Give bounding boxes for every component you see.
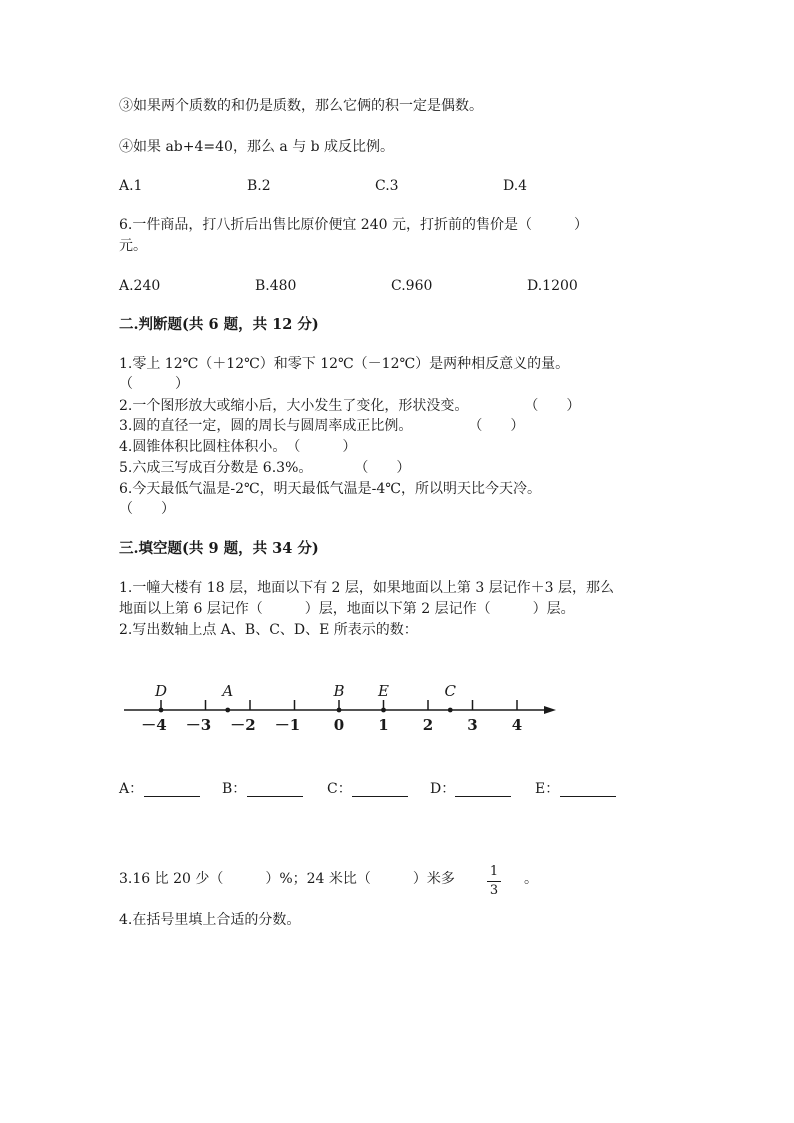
answer-label-e: E：	[535, 781, 560, 797]
q6-option-c[interactable]: C.960	[391, 278, 433, 294]
q6-question-line2: 元。	[119, 238, 147, 254]
answer-label-d: D：	[430, 781, 456, 797]
number-line-tick-label: －4	[141, 716, 167, 734]
number-line-tick-label: －3	[185, 716, 212, 734]
number-line-tick-label: 0	[333, 716, 345, 734]
number-line-point-b	[337, 708, 342, 713]
fraction-numerator: 1	[489, 864, 499, 879]
answer-blank-b[interactable]	[247, 796, 303, 797]
fraction-one-third	[484, 864, 504, 899]
number-line-tick-label: 4	[511, 716, 523, 734]
judge-item-1-bracket[interactable]: （ ）	[119, 376, 189, 392]
q6-option-d[interactable]: D.1200	[527, 278, 578, 294]
fraction-bar	[487, 881, 501, 882]
q5-option-d[interactable]: D.4	[503, 178, 528, 194]
judge-item-1: 1.零上 12℃（＋12℃）和零下 12℃（－12℃）是两种相反意义的量。	[119, 356, 570, 372]
judge-item-2: 2.一个图形放大或缩小后，大小发生了变化，形状没变。 （ ）	[119, 398, 581, 414]
number-line-tick-label: －2	[230, 716, 256, 734]
number-line-tick-label: 1	[378, 716, 389, 734]
judge-item-4: 4.圆锥体积比圆柱体积小。 （ ）	[119, 439, 357, 455]
fill-q3: 3.16 比 20 少（ ）%；24 米比（ ）米多	[119, 871, 455, 887]
q6-option-b[interactable]: B.480	[255, 278, 297, 294]
answer-label-a: A：	[119, 781, 144, 797]
q5-option-c[interactable]: C.3	[375, 178, 399, 194]
fraction-denominator: 3	[489, 883, 499, 898]
judge-item-3: 3.圆的直径一定，圆的周长与圆周率成正比例。 （ ）	[119, 418, 525, 434]
number-line-tick-label: －1	[274, 716, 301, 734]
answer-blank-e[interactable]	[560, 796, 616, 797]
q5-option-b[interactable]: B.2	[247, 178, 271, 194]
judge-item-5: 5.六成三写成百分数是 6.3%。 （ ）	[119, 460, 411, 476]
number-line-tick-label: 2	[422, 716, 434, 734]
section-2-title: 二.判断题(共 6 题，共 12 分)	[119, 316, 319, 333]
q5-option-a[interactable]: A.1	[119, 178, 143, 194]
number-line-point-e	[381, 708, 386, 713]
number-line-arrow	[544, 706, 556, 714]
answer-label-b: B：	[222, 781, 247, 797]
section-3-title: 三.填空题(共 9 题，共 34 分)	[119, 540, 319, 557]
number-line-point-c	[448, 708, 453, 713]
number-line-point-a	[225, 708, 230, 713]
q5-statement-4: ④如果 ab+4=40，那么 a 与 b 成反比例。	[119, 139, 395, 155]
answer-blank-d[interactable]	[455, 796, 511, 797]
number-line-point-label: D	[154, 682, 168, 700]
answer-label-c: C：	[327, 781, 352, 797]
fill-q4: 4.在括号里填上合适的分数。	[119, 912, 301, 928]
number-line	[110, 672, 570, 742]
number-line-tick-label: 3	[467, 716, 478, 734]
answer-blank-a[interactable]	[144, 796, 200, 797]
number-line-point-label: A	[222, 682, 234, 700]
answer-blank-c[interactable]	[352, 796, 408, 797]
q5-statement-3: ③如果两个质数的和仍是质数，那么它俩的积一定是偶数。	[119, 98, 483, 114]
judge-item-6-bracket[interactable]: （ ）	[119, 501, 175, 517]
number-line-point-label: E	[378, 682, 389, 700]
judge-item-6: 6.今天最低气温是-2℃，明天最低气温是-4℃，所以明天比今天冷。	[119, 481, 541, 497]
number-line-point-label: B	[333, 682, 345, 700]
q6-question-line1: 6.一件商品，打八折后出售比原价便宜 240 元，打折前的售价是（ ）	[119, 217, 588, 233]
fill-q1-line1: 1.一幢大楼有 18 层，地面以下有 2 层，如果地面以上第 3 层记作＋3 层，那么	[119, 580, 615, 596]
fill-q3-end: 。	[524, 871, 538, 887]
number-line-point-d	[159, 708, 164, 713]
q6-option-a[interactable]: A.240	[119, 278, 161, 294]
fill-q1-line2: 地面以上第 6 层记作（ ）层，地面以下第 2 层记作（ ）层。	[119, 601, 575, 617]
number-line-point-label: C	[444, 682, 456, 700]
fill-q2: 2.写出数轴上点 A、B、C、D、E 所表示的数：	[119, 622, 418, 638]
